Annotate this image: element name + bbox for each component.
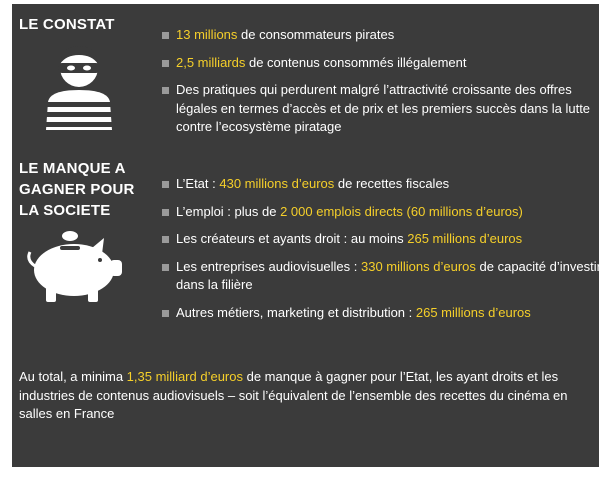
list-item: L’Etat : 430 millions d’euros de recettes fiscales: [162, 175, 606, 194]
list-item: Autres métiers, marketing et distribution : 265 millions d’euros: [162, 304, 606, 323]
list-item: Les entreprises audiovisuelles : 330 millions d’euros de capacité d’investir dans la filière: [162, 258, 606, 295]
bullet-square: [162, 264, 169, 271]
constat-list: [162, 26, 606, 146]
piggy-bank-icon: [24, 228, 132, 306]
section-heading-constat: LE CONSTAT: [19, 16, 115, 33]
list-item: 13 millions de consommateurs pirates: [162, 26, 606, 45]
manque-list: [162, 175, 606, 331]
bullet-square: [162, 209, 169, 216]
bullet-square: [162, 32, 169, 39]
masked-thief-icon: [36, 40, 122, 132]
bullet-square: [162, 87, 169, 94]
list-item: Les créateurs et ayants droit : au moins 265 millions d’euros: [162, 230, 606, 249]
list-item: Des pratiques qui perdurent malgré l’attractivité croissante des offres légales en termes d’accès et de prix et les premiers succès dans la lutte contre l’ecosystème piratage: [162, 81, 606, 137]
list-item: 2,5 milliards de contenus consommés illégalement: [162, 54, 606, 73]
summary-paragraph: Au total, a minima 1,35 milliard d’euros de manque à gagner pour l’Etat, les ayant droits et les industries de contenus audiovisuels – soit l’équivalent de l’ensemble des recettes du cinéma en salles en France: [19, 369, 568, 421]
list-item: L’emploi : plus de 2 000 emplois directs (60 millions d’euros): [162, 203, 606, 222]
bullet-square: [162, 310, 169, 317]
infographic-panel: [12, 4, 599, 467]
bullet-square: [162, 181, 169, 188]
section-heading-manque: LE MANQUE A GAGNER POUR LA SOCIETE: [19, 160, 135, 219]
bullet-square: [162, 236, 169, 243]
bullet-square: [162, 60, 169, 67]
